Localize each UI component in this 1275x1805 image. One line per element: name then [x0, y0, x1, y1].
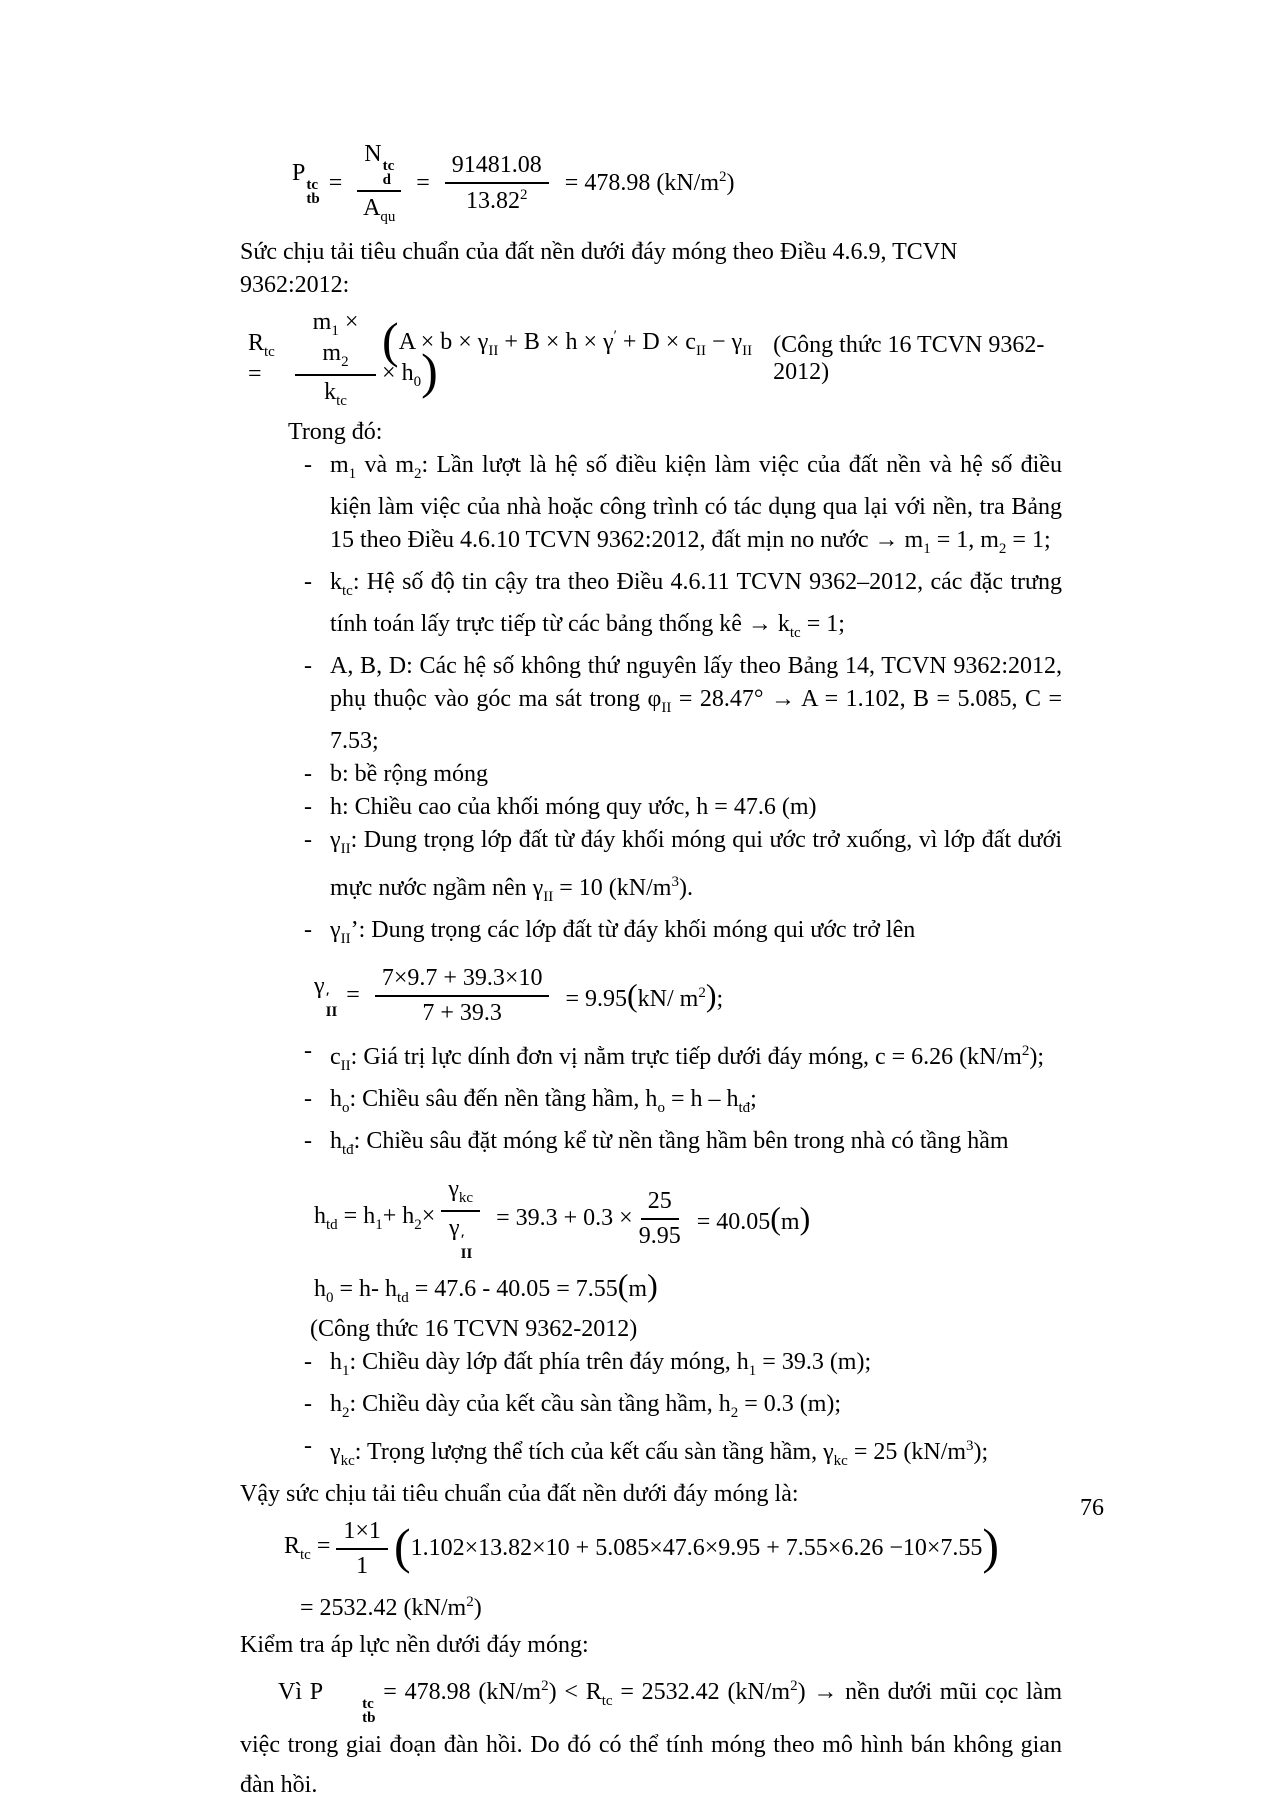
- formula-rtc-ket-qua: [300, 1586, 1062, 1625]
- fraction-gamma-kc: [441, 1175, 480, 1261]
- symbol-sup: ′: [325, 989, 330, 1006]
- text: = 10 (kN/m: [553, 875, 672, 901]
- bullet-h-chieu-cao: [240, 791, 1062, 824]
- text: = 478.98 (kN/m: [375, 1679, 542, 1705]
- text-sub: 2: [414, 466, 422, 482]
- fraction-values: [445, 151, 549, 215]
- bullet-dash: -: [304, 1349, 312, 1375]
- text: = 9.95: [565, 986, 627, 1012]
- fraction-numerator: 7×9.7 + 39.3×10: [375, 964, 550, 997]
- text: × m: [322, 309, 359, 366]
- text-sub: 0: [413, 373, 422, 390]
- text-sub: o: [342, 1100, 350, 1116]
- formula-h0: [314, 1267, 1062, 1307]
- bullet-htd: [240, 1125, 1062, 1167]
- symbol-base: N: [364, 141, 382, 167]
- formula-body: [314, 1267, 658, 1307]
- text: h: [314, 1276, 326, 1302]
- bullet-text: [330, 1391, 842, 1421]
- text: h: [330, 1086, 342, 1112]
- text-sup: 3: [966, 1438, 974, 1454]
- formula-rtc-dinh-nghia: [248, 308, 1062, 410]
- text: + B × h × γ: [498, 328, 614, 355]
- formula-result: [697, 1200, 811, 1237]
- equals-sign: =: [346, 982, 360, 1008]
- text: : Giá trị lực dính đơn vị nằm trực tiếp dưới đáy móng, c = 6.26 (kN/m: [350, 1044, 1022, 1070]
- symbol-sub: tb: [362, 1710, 376, 1726]
- text: = 1;: [1006, 527, 1051, 553]
- bullet-dash: -: [304, 452, 312, 478]
- symbol-sup: tc: [382, 158, 395, 174]
- formula-lhs: [284, 1533, 330, 1564]
- bullet-dash: -: [304, 653, 312, 679]
- text: : Chiều dày lớp đất phía trên đáy móng, h: [349, 1349, 749, 1375]
- text: = 40.05: [696, 1208, 771, 1235]
- bullet-dash: -: [304, 794, 312, 820]
- text: = 28.47° → A = 1.102, B = 5.085, C = 7.53;: [330, 686, 1062, 754]
- text: = 47.6 - 40.05 = 7.55: [408, 1276, 618, 1302]
- symbol-sub: tb: [306, 191, 320, 207]
- text: R: [248, 330, 265, 356]
- fraction-1x1: [336, 1517, 388, 1580]
- text-sub: II: [543, 889, 554, 905]
- fraction-numerator: 25: [641, 1187, 679, 1220]
- text: Vì: [278, 1679, 310, 1705]
- text: =: [248, 361, 262, 387]
- text: ) < R: [548, 1679, 602, 1705]
- text: h: [330, 1391, 342, 1417]
- text-sub: II: [742, 342, 753, 359]
- text: c: [330, 1044, 341, 1070]
- bullet-text: [330, 452, 1062, 557]
- bullet-ho: [240, 1083, 1062, 1125]
- symbol-base: γ: [449, 1215, 460, 1241]
- text: m: [330, 452, 349, 478]
- symbol-base: P: [292, 160, 306, 186]
- fraction-numerator: [357, 140, 401, 192]
- text: γ: [330, 827, 341, 853]
- text: ×: [421, 1202, 436, 1229]
- text-sub: tđ: [342, 1142, 354, 1158]
- text: kN/ m: [637, 986, 699, 1012]
- bullet-cii: [240, 1035, 1062, 1083]
- text: h: [314, 1202, 326, 1229]
- text-sub: kc: [340, 1453, 355, 1469]
- text-sub: tđ: [738, 1100, 751, 1116]
- text-paren: (: [617, 1267, 629, 1303]
- bullet-text: [330, 917, 916, 947]
- formula-reference: (Công thức 16 TCVN 9362-2012): [773, 332, 1045, 385]
- text: ).: [678, 875, 693, 901]
- text-sub: II: [340, 841, 351, 857]
- formula-caption: (Công thức 16 TCVN 9362-2012): [310, 1316, 638, 1342]
- symbol-sup: ′: [460, 1232, 465, 1248]
- bullet-text: [330, 1043, 1044, 1074]
- text-sub: tc: [264, 344, 275, 360]
- text: : Dung trọng lớp đất từ đáy khối móng qui ước trở xuống, vì lớp đất dưới mực nước ngầm nên γ: [330, 827, 1062, 901]
- bullet-abd: [240, 650, 1062, 758]
- text-sub: 1: [348, 466, 357, 482]
- text: : Chiều dày của kết cầu sàn tầng hầm, h: [349, 1391, 731, 1417]
- text-sub: kc: [458, 1190, 474, 1206]
- text: − γ: [705, 328, 743, 355]
- text: ) → nền dưới mũi cọc làm việc trong giai đoạn đàn hồi. Do đó có thể tính móng theo mô hình bán không gian đàn hồi.: [240, 1679, 1063, 1798]
- formula-lhs: [314, 1203, 435, 1234]
- text-sup: 3: [671, 874, 679, 890]
- equals-sign: =: [328, 169, 343, 196]
- text-sub: 0: [326, 1290, 334, 1306]
- page-number: 76: [1080, 1495, 1104, 1521]
- text: và m: [356, 452, 415, 478]
- paragraph-vay-suc: Vậy sức chịu tải tiêu chuẩn của đất nền dưới đáy móng là:: [240, 1481, 799, 1507]
- text: );: [1029, 1044, 1044, 1070]
- fraction-numerator: [295, 308, 376, 376]
- text-sup: 2: [541, 1678, 549, 1694]
- page-content: [240, 140, 1062, 1805]
- text: ’: Dung trọng các lớp đất từ đáy khối móng qui ước trở lên: [350, 917, 916, 943]
- formula-ptb-tc: [292, 140, 1062, 226]
- formula-body: $(A \times b \times \gamma_{II} + B \times h \times \gamma' + D \times c_{II} - \gamma_{II} \times h_0)$: [382, 311, 753, 399]
- text: ): [726, 170, 735, 196]
- text: m: [628, 1276, 648, 1302]
- formula-rtc-tinh-toan: [284, 1517, 1062, 1580]
- text: ): [473, 1595, 482, 1621]
- symbol-ptb: [309, 1679, 376, 1726]
- text: 13.82: [466, 188, 521, 214]
- symbol-sup: tc: [362, 1696, 374, 1712]
- text-sup: 2: [698, 985, 706, 1001]
- text-paren: ): [647, 1267, 658, 1303]
- text: k: [330, 569, 342, 595]
- bullet-text: [330, 653, 1062, 754]
- bullet-dash: -: [304, 1433, 312, 1459]
- bullet-gamma-kc: [240, 1430, 1062, 1478]
- symbol-sub: II: [325, 1003, 338, 1020]
- formula-lhs: [248, 330, 289, 388]
- text-sub: 2: [342, 1405, 350, 1421]
- fraction-m1m2-ktc: [295, 308, 376, 410]
- formula-body: (1.102×13.82×10 + 5.085×47.6×9.95 + 7.55×6.26 −10×7.55): [393, 1518, 1000, 1575]
- bullet-m1-m2: [240, 449, 1062, 566]
- text: = 25 (kN/m: [847, 1439, 967, 1465]
- formula-htd: [314, 1175, 1062, 1261]
- text: γ: [448, 1176, 459, 1202]
- text-sup: 2: [466, 1594, 474, 1610]
- fraction-denominator: [449, 1212, 472, 1261]
- text-paren: ): [705, 977, 717, 1013]
- bullet-dash: -: [304, 761, 312, 787]
- text-paren: (: [770, 1199, 781, 1236]
- bullet-gamma-ii-prime: [240, 914, 1062, 956]
- text: 1.102×13.82×10 + 5.085×47.6×9.95 + 7.55×6.26 −10×7.55: [410, 1535, 983, 1561]
- bullet-h2: [240, 1388, 1062, 1430]
- fraction-numerator: 91481.08: [445, 151, 549, 184]
- text-sub: 1: [748, 1363, 757, 1379]
- text: = 2532.42 (kN/m: [300, 1595, 467, 1621]
- text-sub: 2: [414, 1216, 422, 1233]
- symbol-gamma-prime-ii: [314, 973, 337, 1019]
- text: h: Chiều cao của khối móng quy ước, h = 47.6 (m): [330, 794, 817, 820]
- bullet-dash: -: [304, 569, 312, 595]
- text-sub: II: [661, 700, 672, 716]
- text-sub: td: [397, 1290, 409, 1306]
- text-sub: 1: [375, 1216, 383, 1233]
- text: : Lần lượt là hệ số điều kiện làm việc của đất nền và hệ số điều kiện làm việc của nhà hoặc công trình có tác dụng qua lại với nền, tra Bảng 15 theo Điều 4.6.10 TCVN 9362:2012, đất mịn no nước → m: [330, 452, 1062, 553]
- bullet-text: [330, 827, 1062, 905]
- text-sub: tc: [789, 625, 801, 641]
- text-sub: II: [340, 931, 351, 947]
- text: m: [312, 309, 332, 335]
- text: h: [330, 1349, 342, 1375]
- fraction-denominator: [363, 192, 395, 226]
- text: : Chiều sâu đến nền tầng hầm, h: [349, 1086, 658, 1112]
- formula-result: [300, 1595, 482, 1621]
- paragraph-kiem-tra: Kiểm tra áp lực nền dưới đáy móng:: [240, 1632, 589, 1658]
- text-sup: 2: [1021, 1043, 1030, 1059]
- bullet-text: [330, 1438, 989, 1469]
- text: = 39.3 (m);: [756, 1349, 872, 1375]
- bullet-text: [330, 761, 488, 787]
- text: );: [973, 1439, 989, 1465]
- text: A × b × γ: [398, 328, 489, 355]
- text-sup: ′: [613, 327, 617, 344]
- fraction-denominator: [324, 376, 347, 410]
- text-sub: o: [657, 1100, 665, 1116]
- text: : Trọng lượng thể tích của kết cấu sàn tầng hầm, γ: [354, 1439, 834, 1465]
- bullet-gamma-ii: [240, 824, 1062, 914]
- text: = h- h: [333, 1276, 398, 1302]
- bullet-text: [330, 1349, 872, 1379]
- bullet-dash: -: [304, 1391, 312, 1417]
- bullet-dash: -: [304, 1038, 312, 1064]
- text: = 2532.42 (kN/m: [612, 1679, 791, 1705]
- text-sub: kc: [833, 1453, 848, 1469]
- fraction-denominator: 7 + 39.3: [422, 1000, 502, 1026]
- fraction-denominator: 1: [356, 1553, 369, 1579]
- text-sub: II: [340, 1058, 351, 1074]
- paragraph-ket-luan: [240, 1666, 1062, 1805]
- text-sub: tc: [342, 583, 353, 599]
- text-sup: 2: [790, 1678, 798, 1694]
- bullet-b-rong-mong: [240, 758, 1062, 791]
- text-sub: 1: [331, 323, 339, 339]
- text: h: [330, 1128, 342, 1154]
- text-paren: ): [799, 1199, 811, 1236]
- label-trong-do: Trong đó:: [288, 419, 383, 445]
- bullet-h1: [240, 1346, 1062, 1388]
- text: × h: [382, 359, 414, 386]
- equals-sign: =: [416, 169, 430, 196]
- text-sup: 2: [719, 169, 727, 185]
- paragraph-suc-chiu-tai: Sức chịu tải tiêu chuẩn của đất nền dưới đáy móng theo Điều 4.6.9, TCVN 9362:2012:: [240, 239, 958, 298]
- bullet-ktc: [240, 566, 1062, 650]
- text-sup: 2: [520, 187, 528, 203]
- text: = 1, m: [930, 527, 999, 553]
- text: + D × c: [616, 328, 696, 355]
- text-sub: 1: [923, 541, 931, 557]
- text-sub: 2: [341, 354, 349, 370]
- fraction-25-995: [639, 1187, 681, 1250]
- text: m: [780, 1208, 800, 1235]
- text: γ: [330, 917, 341, 943]
- formula-result: [565, 169, 735, 197]
- text: = 1;: [800, 611, 845, 637]
- formula-mid: = 39.3 + 0.3 ×: [496, 1204, 633, 1231]
- text-sub: 2: [730, 1405, 739, 1421]
- text-sub: tc: [601, 1693, 613, 1709]
- text-sub: II: [488, 342, 499, 359]
- text-sub: 1: [342, 1363, 350, 1379]
- text: + h: [382, 1202, 415, 1229]
- bullet-dash: -: [304, 1086, 312, 1112]
- fraction-denominator: [466, 184, 528, 215]
- formula-gamma-ii-prime: [314, 964, 1062, 1027]
- text: = h – h: [664, 1086, 739, 1112]
- fraction-gamma: [375, 964, 550, 1027]
- text: = h: [337, 1202, 376, 1229]
- text: ;: [750, 1086, 757, 1112]
- text: b: bề rộng móng: [330, 761, 488, 787]
- text-paren: (: [627, 977, 638, 1013]
- text: ;: [716, 986, 724, 1012]
- bullet-dash: -: [304, 917, 312, 943]
- text: = 0.3 (m);: [738, 1391, 842, 1417]
- text: : Chiều sâu đặt móng kể từ nền tầng hầm bên trong nhà có tầng hầm: [353, 1128, 1009, 1154]
- text: A, B, D: Các hệ số không thứ nguyên lấy theo Bảng 14, TCVN 9362:2012, phụ thuộc vào góc ma sát trong φ: [330, 653, 1062, 712]
- formula-result: [565, 977, 723, 1014]
- text-sub: tc: [336, 393, 347, 409]
- text: γ: [330, 1439, 341, 1465]
- text-sub: td: [326, 1216, 338, 1233]
- symbol-sup: tc: [306, 177, 319, 193]
- bullet-text: [330, 1128, 1009, 1158]
- text: k: [324, 379, 337, 405]
- text-sub: qu: [380, 209, 396, 225]
- text: =: [310, 1533, 331, 1559]
- bullet-dash: -: [304, 1128, 312, 1154]
- text-sub: II: [695, 342, 706, 359]
- fraction-nd-aqu: [357, 140, 401, 226]
- symbol-base: γ: [314, 972, 325, 999]
- symbol-ptb: [292, 160, 320, 206]
- symbol-base: P: [309, 1679, 324, 1705]
- fraction-numerator: [441, 1175, 480, 1212]
- bullet-text: [330, 794, 816, 820]
- fraction-denominator: 9.95: [638, 1222, 681, 1249]
- text: A: [363, 195, 381, 221]
- bullet-text: [330, 569, 1062, 641]
- bullet-dash: -: [304, 827, 312, 853]
- text: : Hệ số độ tin cậy tra theo Điều 4.6.11 TCVN 9362–2012, các đặc trưng tính toán lấy trực tiếp từ các bảng thống kê → k: [330, 569, 1062, 637]
- text-sub: tc: [300, 1547, 311, 1563]
- fraction-numerator: 1×1: [336, 1517, 388, 1550]
- symbol-sub: II: [460, 1246, 473, 1262]
- text-sub: 2: [998, 541, 1007, 557]
- text: R: [284, 1533, 301, 1559]
- bullet-text: [330, 1086, 757, 1116]
- text: = 478.98 (kN/m: [564, 170, 719, 196]
- symbol-sub: d: [382, 172, 391, 188]
